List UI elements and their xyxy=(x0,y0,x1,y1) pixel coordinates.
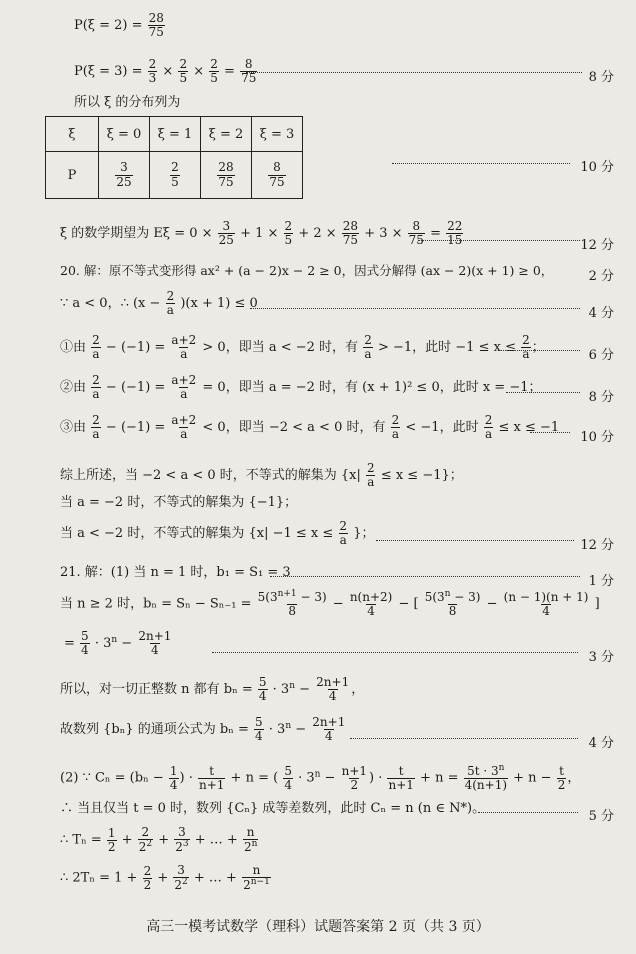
fraction: $\frac{2}{5}$ xyxy=(210,57,218,86)
score-10b: 10 分 xyxy=(580,430,614,445)
fraction: $\frac{5(3^n - 3)}{8}$ xyxy=(424,589,481,619)
p3-label: P(ξ = 3) = xyxy=(74,64,143,80)
fraction: $\frac{2}{a}$ xyxy=(522,333,530,362)
problem-21-line: 21. 解：(1) 当 n = 1 时，b₁ = S₁ = 3 xyxy=(60,565,291,580)
score-3: 3 分 xyxy=(588,650,614,665)
fraction: $\frac{5t \cdot 3^n}{4(n+1)}$ xyxy=(464,763,508,793)
fraction: $\frac{(n - 1)(n + 1)}{4}$ xyxy=(503,589,589,618)
text: ∵ a < 0，∴ (x − xyxy=(60,296,161,312)
text: ∴ Tₙ = xyxy=(60,832,102,848)
fraction: $\frac{2}{3}$ xyxy=(148,57,157,86)
fraction: $\frac{t}{n+1}$ xyxy=(388,763,414,792)
fraction: $\frac{8}{75}$ xyxy=(241,57,257,86)
text: }； xyxy=(353,526,375,542)
case-3-line: ③由 $\frac{2}{a}$ − (−1) = $\frac{a+2}{a}$ < 0，即当 −2 < a < 0 时，有 $\frac{2}{a}$ < −1，此时 $\frac{2}{a}$ ≤ x ≤ −1 xyxy=(60,413,560,442)
score-leader xyxy=(212,652,578,653)
score-2: 2 分 xyxy=(588,269,614,284)
score-12b: 12 分 xyxy=(580,538,614,553)
problem-21-line-3: = $\frac{5}{4}$ · $3^n$ − $\frac{2n+1}{4}$ xyxy=(64,629,172,658)
fraction: $\frac{1}{4}$ xyxy=(169,763,178,792)
fraction: $\frac{n(n+2)}{4}$ xyxy=(349,589,393,618)
text: > 0，即当 a < −2 时，有 xyxy=(202,340,359,356)
case-2-line: ②由 $\frac{2}{a}$ − (−1) = $\frac{a+2}{a}$ = 0，即当 a = −2 时，有 (x + 1)² ≤ 0，此时 x = −1； xyxy=(60,373,542,402)
text: ξ 的数学期望为 Eξ = 0 × xyxy=(60,226,213,242)
text: < 0，即当 −2 < a < 0 时，有 xyxy=(202,420,386,436)
table-cell: ξ xyxy=(46,117,99,152)
table-cell: ξ = 1 xyxy=(150,117,201,152)
page-footer: 高三一模考试数学（理科）试题答案第 2 页（共 3 页） xyxy=(146,919,490,935)
summary-line-1 xyxy=(60,462,463,489)
text: = 0，即当 a = −2 时，有 (x + 1)² ≤ 0，此时 x = −1； xyxy=(202,380,542,396)
dist-heading: 所以 ξ 的分布列为 xyxy=(74,95,181,110)
score-8: 8 分 xyxy=(588,70,614,85)
fraction: $\frac{2}{a}$ xyxy=(484,413,493,442)
text: ②由 xyxy=(60,380,87,396)
text: 综上所述，当 −2 < a < 0 时，不等式的解集为 {x| xyxy=(60,468,361,484)
fraction: $\frac{2}{a}$ xyxy=(391,413,400,442)
table-cell: $\frac{28}{75}$ xyxy=(201,152,252,199)
score-4b: 4 分 xyxy=(588,736,614,751)
fraction: $\frac{n}{2^n}$ xyxy=(243,825,258,855)
fraction: $\frac{2}{a}$ xyxy=(92,413,100,442)
table-row xyxy=(46,152,303,199)
table-row xyxy=(46,117,303,152)
score-leader xyxy=(246,72,582,73)
problem-20-line-2 xyxy=(60,290,258,317)
fraction: $\frac{1}{2}$ xyxy=(107,825,116,854)
fraction: $\frac{2n+1}{4}$ xyxy=(312,715,346,744)
table-cell: P xyxy=(46,152,99,199)
fraction: $\frac{2}{a}$ xyxy=(339,519,348,548)
fraction: $\frac{22}{15}$ xyxy=(447,219,463,248)
text: = xyxy=(64,636,75,652)
text: 当 a < −2 时，不等式的解集为 {x| −1 ≤ x ≤ xyxy=(60,526,334,542)
fraction: $\frac{2}{a}$ xyxy=(367,461,375,490)
table-cell: ξ = 3 xyxy=(252,117,303,152)
score-leader xyxy=(478,812,578,813)
score-leader xyxy=(250,308,580,309)
summary-line-3 xyxy=(60,520,374,547)
text: )(x + 1) ≤ 0 xyxy=(180,296,258,312)
fraction: $\frac{2n+1}{4}$ xyxy=(138,629,172,658)
problem-20-line: 20. 解：原不等式变形得 ax² + (a − 2)x − 2 ≥ 0，因式分解得 (ax − 2)(x + 1) ≥ 0， xyxy=(60,263,554,278)
problem-21-line-8: ∴ Tₙ = $\frac{1}{2}$ + $\frac{2}{2^2}$ + $\frac{3}{2^3}$ + … + $\frac{n}{2^n}$ xyxy=(60,825,258,855)
score-leader xyxy=(270,576,580,577)
text: ∴ 2Tₙ = 1 + xyxy=(60,870,138,886)
score-leader xyxy=(418,240,580,241)
score-4: 4 分 xyxy=(588,306,614,321)
fraction: $\frac{a+2}{a}$ xyxy=(171,333,197,362)
problem-21-line-4: 所以，对一切正整数 n 都有 bₙ = $\frac{5}{4}$ · $3^n$ − $\frac{2n+1}{4}$ ， xyxy=(60,675,365,704)
text: ≤ x ≤ −1 xyxy=(498,420,560,436)
fraction: $\frac{3}{2^2}$ xyxy=(174,863,188,893)
fraction: $\frac{5}{4}$ xyxy=(255,715,263,744)
fraction: $\frac{t}{n+1}$ xyxy=(198,763,225,792)
fraction: $\frac{5(3^{n+1} - 3)}{8}$ xyxy=(257,589,327,619)
score-leader xyxy=(530,432,570,433)
fraction: $\frac{8}{75}$ xyxy=(408,219,424,248)
score-1: 1 分 xyxy=(588,574,614,589)
score-5: 5 分 xyxy=(588,809,614,824)
text: ③由 xyxy=(60,420,87,436)
table-cell: $\frac{2}{5}$ xyxy=(150,152,201,199)
fraction: $\frac{5}{4}$ xyxy=(284,763,292,792)
fraction: $\frac{2}{a}$ xyxy=(364,333,372,362)
fraction: $\frac{2}{2^2}$ xyxy=(138,825,153,855)
fraction: $\frac{2}{2}$ xyxy=(143,863,152,892)
score-12: 12 分 xyxy=(580,238,614,253)
fraction: $\frac{5}{4}$ xyxy=(81,629,89,658)
fraction: $\frac{3}{2^3}$ xyxy=(175,825,189,855)
problem-21-line-2: 当 n ≥ 2 时，bₙ = Sₙ − Sₙ₋₁ = $\frac{5(3^{n+1} - 3)}{8}$ − $\frac{n(n+2)}{4}$ − [ $\frac{5(3^n - 3)}{8}$ − $\frac{(n - 1)(n + 1)}{4}$ ] xyxy=(60,589,600,619)
p2-label: P(ξ = 2) = xyxy=(74,18,143,34)
text: < −1，此时 xyxy=(405,420,479,436)
text: 所以，对一切正整数 n 都有 bₙ = xyxy=(60,682,253,698)
fraction: $\frac{n+1}{2}$ xyxy=(341,763,368,792)
fraction: $\frac{3}{25}$ xyxy=(218,219,234,248)
score-8b: 8 分 xyxy=(588,390,614,405)
fraction: $\frac{28}{75}$ xyxy=(342,219,359,248)
fraction: $\frac{28}{75}$ xyxy=(148,11,164,40)
summary-line-2: 当 a = −2 时，不等式的解集为 {−1}； xyxy=(60,495,298,510)
fraction: $\frac{n}{2^{n-1}}$ xyxy=(243,863,270,893)
table-cell: ξ = 0 xyxy=(99,117,150,152)
text: ①由 xyxy=(60,340,87,356)
distribution-table xyxy=(45,116,303,199)
score-leader xyxy=(506,392,580,393)
fraction: $\frac{2}{a}$ xyxy=(92,373,100,402)
text: ≤ x ≤ −1}； xyxy=(380,468,463,484)
fraction: $\frac{2}{a}$ xyxy=(166,289,175,318)
score-leader xyxy=(376,540,574,541)
fraction: $\frac{2}{5}$ xyxy=(284,219,293,248)
table-cell: $\frac{3}{25}$ xyxy=(99,152,150,199)
score-leader xyxy=(350,738,578,739)
fraction: $\frac{a+2}{a}$ xyxy=(171,413,197,442)
case-1-line: ①由 $\frac{2}{a}$ − (−1) = $\frac{a+2}{a}$ > 0，即当 a < −2 时，有 $\frac{2}{a}$ > −1，此时 −1 ≤ x ≤ $\frac{2}{a}$ ； xyxy=(60,333,545,362)
problem-21-line-7: ∴ 当且仅当 t = 0 时，数列 {Cₙ} 成等差数列，此时 Cₙ = n (n ∈ N*)。 xyxy=(60,801,486,816)
fraction: $\frac{2n+1}{4}$ xyxy=(316,675,350,704)
expectation-line: ξ 的数学期望为 Eξ = 0 × $\frac{3}{25}$ + 1 × $\frac{2}{5}$ + 2 × $\frac{28}{75}$ + 3 × $\frac{8}{75}$ = $\frac{22}{15}$ xyxy=(60,219,463,248)
table-cell: $\frac{8}{75}$ xyxy=(252,152,303,199)
text: (2) ∵ Cₙ = (bₙ − xyxy=(60,770,164,786)
text: 当 n ≥ 2 时，bₙ = Sₙ − Sₙ₋₁ = xyxy=(60,596,252,612)
p2-line xyxy=(74,12,166,39)
text: > −1，此时 −1 ≤ x ≤ xyxy=(377,340,516,356)
problem-21-line-5: 故数列 {bₙ} 的通项公式为 bₙ = $\frac{5}{4}$ · $3^n$ − $\frac{2n+1}{4}$ xyxy=(60,715,346,744)
score-10: 10 分 xyxy=(580,160,614,175)
table-cell: ξ = 2 xyxy=(201,117,252,152)
fraction: $\frac{5}{4}$ xyxy=(258,675,267,704)
fraction: $\frac{a+2}{a}$ xyxy=(171,373,197,402)
fraction: $\frac{t}{2}$ xyxy=(557,763,566,792)
fraction: $\frac{2}{5}$ xyxy=(179,57,188,86)
text: 故数列 {bₙ} 的通项公式为 bₙ = xyxy=(60,722,249,738)
problem-21-line-9: ∴ 2Tₙ = 1 + $\frac{2}{2}$ + $\frac{3}{2^2}$ + … + $\frac{n}{2^{n-1}}$ xyxy=(60,863,270,893)
score-6: 6 分 xyxy=(588,348,614,363)
p3-line: P(ξ = 3) = $\frac{2}{3}$ × $\frac{2}{5}$ × $\frac{2}{5}$ = $\frac{8}{75}$ xyxy=(74,57,257,86)
score-leader xyxy=(498,350,580,351)
problem-21-line-6: (2) ∵ Cₙ = (bₙ − $\frac{1}{4}$ ) · $\frac{t}{n+1}$ + n = ( $\frac{5}{4}$ · $3^n$ − $\frac{n+1}{2}$ ) · $\frac{t}{n+1}$ + n = $\frac{5t \cdot 3^n}{4(n+1)}$ + n − $\frac{t}{2}$ ， xyxy=(60,763,581,793)
fraction: $\frac{2}{a}$ xyxy=(92,333,100,362)
score-leader xyxy=(392,163,570,164)
